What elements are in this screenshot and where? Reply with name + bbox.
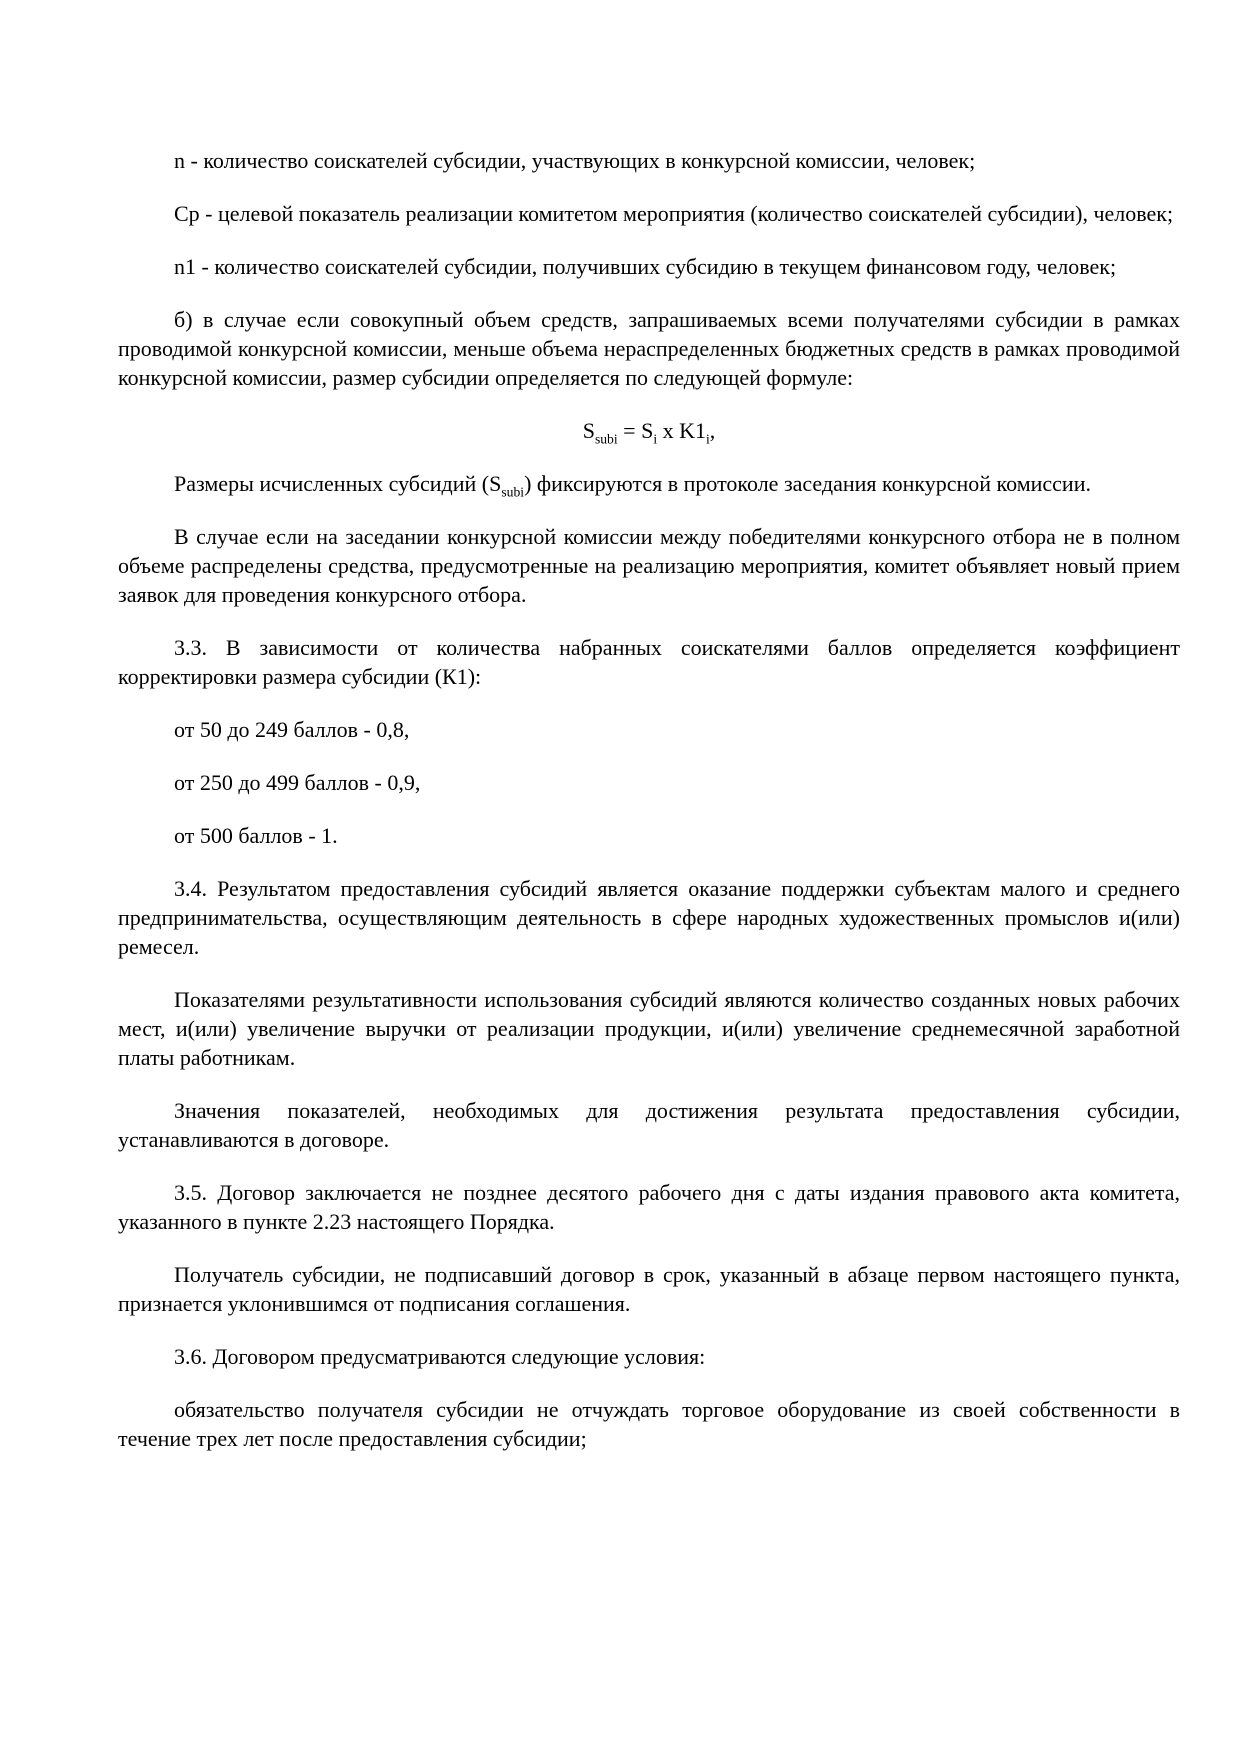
paragraph-3-5: 3.5. Договор заключается не позднее десятого рабочего дня с даты издания правового акта комитета, указанного в пункте 2.23 настоящего Порядка.	[118, 1180, 1180, 1234]
formula-subscript-i: i	[653, 431, 658, 447]
score-range-3: от 500 баллов - 1.	[174, 823, 338, 848]
paragraph-n-definition: n - количество соискателей субсидии, участвующих в конкурсной комиссии, человек;	[174, 148, 976, 173]
paragraph-subsidy-sizes	[118, 469, 1180, 498]
formula-equals-s: = S	[617, 418, 654, 443]
subsidy-formula	[118, 416, 1180, 445]
paragraph-n1-definition: n1 - количество соискателей субсидии, получивших субсидию в текущем финансовом году, человек;	[174, 254, 1117, 279]
score-range-2: от 250 до 499 баллов - 0,9,	[174, 770, 421, 795]
paragraph-recipient-evasion: Получатель субсидии, не подписавший договор в срок, указанный в абзаце первом настоящего пункта, признается уклонившимся от подписания соглашения.	[118, 1262, 1180, 1316]
paragraph-new-intake: В случае если на заседании конкурсной комиссии между победителями конкурсного отбора не в полном объеме распределены средства, предусмотренные на реализацию мероприятия, комитет объявляет новый прием заявок для проведения конкурсного отбора.	[118, 524, 1180, 607]
score-range-1: от 50 до 249 баллов - 0,8,	[174, 717, 410, 742]
sizes-lead-text: Размеры исчисленных субсидий (S	[174, 471, 502, 496]
paragraph-3-6: 3.6. Договором предусматриваются следующие условия:	[174, 1344, 706, 1369]
formula-subscript-subi: subi	[594, 431, 618, 447]
paragraph-3-4: 3.4. Результатом предоставления субсидий является оказание поддержки субъектам малого и среднего предпринимательства, осуществляющим деятельность в сфере народных художественных промыслов и(или) ремесел.	[118, 876, 1180, 959]
paragraph-obligation: обязательство получателя субсидии не отчуждать торговое оборудование из своей собственности в течение трех лет после предоставления субсидии;	[118, 1397, 1180, 1451]
paragraph-3-3: 3.3. В зависимости от количества набранных соискателями баллов определяется коэффициент корректировки размера субсидии (К1):	[118, 635, 1180, 689]
paragraph-performance-indicators: Показателями результативности использования субсидий являются количество созданных новых рабочих мест, и(или) увеличение выручки от реализации продукции, и(или) увеличение среднемесячной заработной платы работникам.	[118, 987, 1180, 1070]
paragraph-indicator-values: Значения показателей, необходимых для достижения результата предоставления субсидии, устанавливаются в договоре.	[118, 1098, 1180, 1152]
formula-times-k1: x K1	[657, 418, 706, 443]
sizes-tail-text: ) фиксируются в протоколе заседания конкурсной комиссии.	[524, 471, 1091, 496]
formula-subscript-i2: i	[706, 431, 710, 447]
formula-comma: ,	[709, 418, 716, 443]
sizes-subscript-subi: subi	[501, 484, 525, 500]
paragraph-case-b: б) в случае если совокупный объем средств, запрашиваемых всеми получателями субсидии в рамках проводимой конкурсной комиссии, меньше объема нераспределенных бюджетных средств в рамках проводимой конкурсной комиссии, размер субсидии определяется по следующей формуле:	[118, 307, 1180, 390]
formula-base: S	[582, 418, 595, 443]
paragraph-cp-definition: Ср - целевой показатель реализации комитетом мероприятия (количество соискателей субсидии), человек;	[174, 201, 1174, 226]
